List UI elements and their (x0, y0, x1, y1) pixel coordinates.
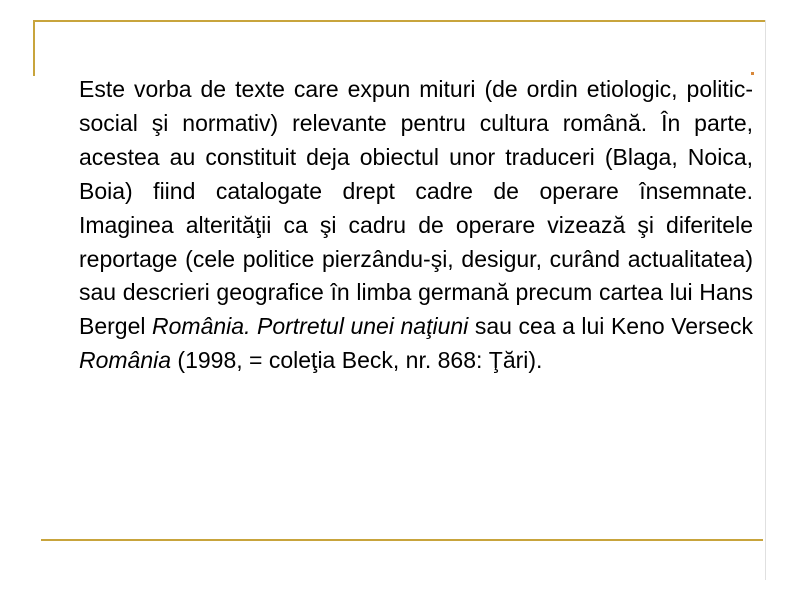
paragraph-text-part-1: Este vorba de texte care expun mituri (de ordin etiologic, politic-social şi normativ) relevante pentru cultura română. În parte, acestea au constituit deja obiectul unor traduceri (Blaga, Noica, Boia) fiind catalogate drept cadre de operare însemnate. Imaginea alterităţii ca şi cadru de operare vizează şi diferitele reportage (cele politice pierzându-şi, desigur, curând actualitatea) sau descrieri geografice în limba germană precum cartea lui Hans Bergel (79, 76, 753, 340)
book-title-romania: România (79, 347, 172, 374)
slide-body-paragraph (79, 73, 753, 378)
paragraph-text-part-3: (1998, = coleţia Beck, nr. 868: Ţări). (171, 347, 543, 374)
book-title-romania-portretul: România. Portretul unei naţiuni (152, 313, 469, 340)
frame-left-line (33, 20, 35, 76)
paragraph-text-part-2: sau cea a lui Keno Verseck (468, 313, 754, 340)
frame-bottom-line (41, 539, 763, 541)
frame-top-line (34, 20, 766, 22)
frame-right-line (765, 20, 766, 580)
